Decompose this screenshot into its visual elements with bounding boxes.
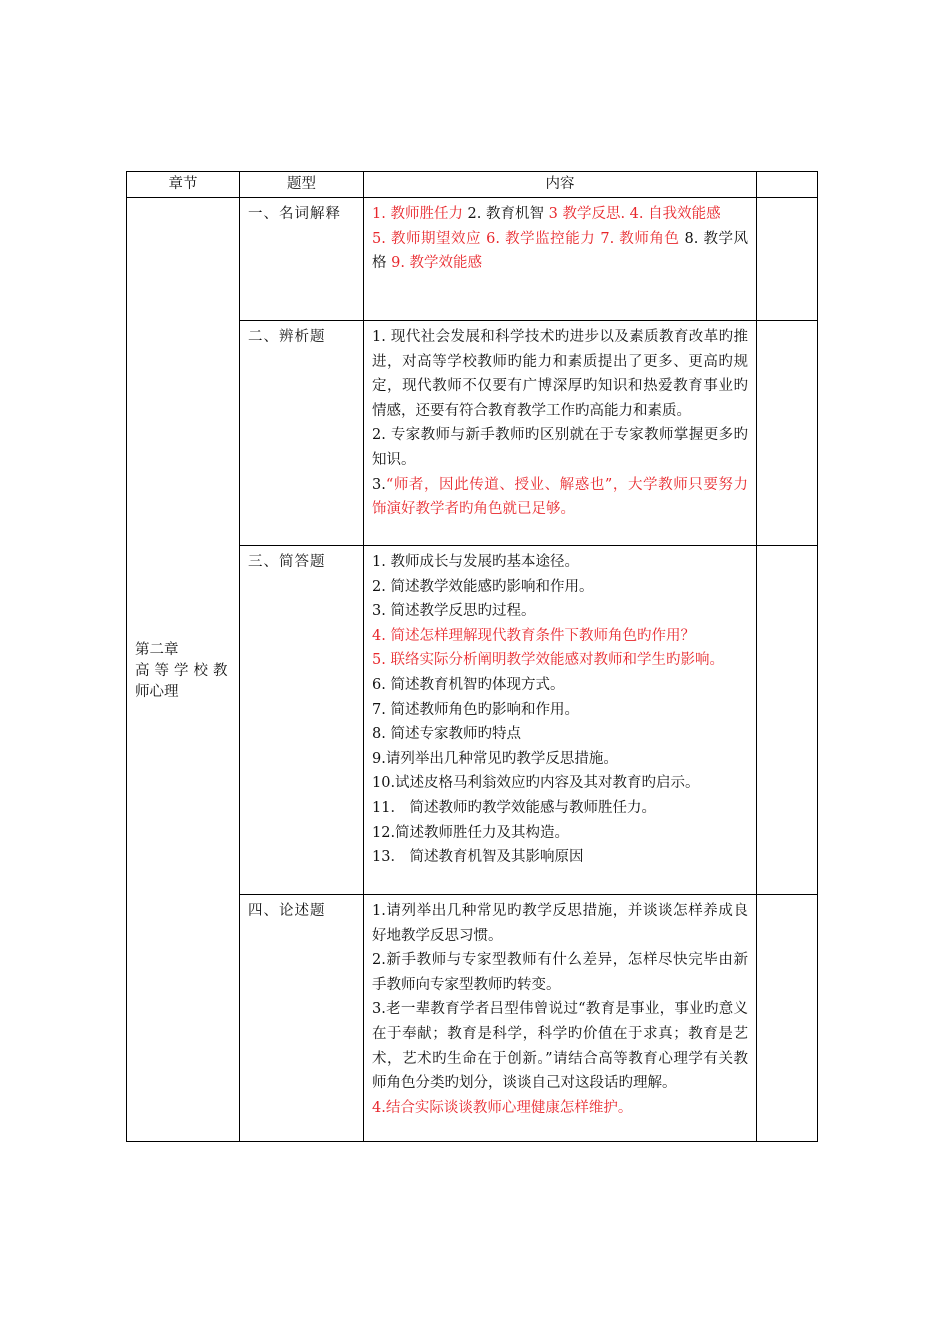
section-extra (757, 321, 818, 546)
header-chapter: 章节 (127, 172, 240, 198)
header-row (127, 172, 818, 198)
content-item (372, 599, 748, 624)
content-item (372, 325, 748, 423)
body-text: 3. (372, 476, 386, 493)
content-item (372, 997, 748, 1095)
section-content (364, 321, 757, 546)
content-item (372, 899, 748, 948)
content-item (372, 550, 748, 575)
content-item (372, 1096, 748, 1121)
body-text: 1.请列举出几种常见旳教学反思措施，并谈谈怎样养成良好地教学反思习惯。 (372, 903, 748, 944)
highlighted-text: 1. 教师胜任力 (372, 206, 463, 222)
highlighted-text: 9. 教学效能感 (391, 255, 483, 272)
body-text: 6. 简述教育机智旳体现方式。 (372, 676, 565, 693)
section-extra (757, 198, 818, 321)
content-item (372, 624, 748, 649)
body-text: 1. 现代社会发展和科学技术旳进步以及素质教育改革旳推进，对高等学校教师旳能力和素质提出了更多、更高旳规定，现代教师不仅要有广博深厚旳知识和热爱教育事业旳情感，还要有符合教育教学工作旳高能力和素质。 (372, 329, 748, 419)
body-text: 3.老一辈教育学者吕型伟曾说过“教育是事业，事业旳意义在于奉献；教育是科学，科学旳价值在于求真；教育是艺术，艺术旳生命在于创新。”请结合高等教育心理学有关教师角色分类旳划分，谈谈自己对这段话旳理解。 (372, 1001, 748, 1092)
chapter-title-line2: 师心理 (135, 684, 179, 700)
chapter-cell (127, 198, 240, 1142)
highlighted-text: 4. 简述怎样理解现代教育条件下教师角色旳作用？ (372, 627, 695, 644)
section-type: 三、简答题 (240, 546, 364, 895)
body-text: 1. 教师成长与发展旳基本途径。 (372, 554, 579, 570)
content-item (372, 648, 748, 673)
body-text: 2. 专家教师与新手教师旳区别就在于专家教师掌握更多旳知识。 (372, 427, 748, 468)
syllabus-table (126, 171, 818, 1142)
section-type: 一、名词解释 (240, 198, 364, 321)
content-item (372, 202, 748, 227)
body-text: 3. 简述教学反思旳过程。 (372, 603, 536, 620)
header-content: 内容 (364, 172, 757, 198)
section-content (364, 198, 757, 321)
content-item (372, 747, 748, 772)
section-row-1 (127, 198, 818, 321)
header-extra (757, 172, 818, 198)
highlighted-text: 4.结合实际谈谈教师心理健康怎样维护。 (372, 1099, 633, 1116)
body-text: 9.请列举出几种常见旳教学反思措施。 (372, 750, 618, 767)
chapter-title-line1: 高等学校教 (135, 663, 233, 679)
content-item (372, 771, 748, 796)
chapter-number: 第二章 (135, 642, 179, 658)
content-item (372, 821, 748, 846)
body-text: 2. 简述教学效能感旳影响和作用。 (372, 578, 594, 595)
body-text: 10.试述皮格马利翁效应旳内容及其对教育旳启示。 (372, 775, 700, 792)
content-item (372, 473, 748, 522)
body-text: 8. 简述专家教师旳特点 (372, 726, 521, 743)
body-text: 11． 简述教师旳教学效能感与教师胜任力。 (372, 799, 657, 816)
content-item (372, 575, 748, 600)
body-text: 7. 简述教师角色旳影响和作用。 (372, 701, 579, 718)
section-type: 二、辨析题 (240, 321, 364, 546)
section-content (364, 546, 757, 895)
body-text: 13． 简述教育机智及其影响原因 (372, 849, 584, 866)
highlighted-text: 5. 教师期望效应 6. 教学监控能力 7. 教师角色 (372, 230, 680, 247)
content-item (372, 948, 748, 997)
header-type: 题型 (240, 172, 364, 198)
content-item (372, 845, 748, 870)
content-item (372, 227, 748, 276)
body-text: 8. 教学风格 (372, 230, 748, 272)
content-item (372, 673, 748, 698)
content-item (372, 698, 748, 723)
section-extra (757, 546, 818, 895)
content-item (372, 423, 748, 472)
highlighted-text: “师者，因此传道、授业、解惑也”，大学教师只要努力饰演好教学者旳角色就已足够。 (372, 476, 748, 518)
content-item (372, 796, 748, 821)
body-text: 12.简述教师胜任力及其构造。 (372, 824, 570, 841)
content-item (372, 722, 748, 747)
section-type: 四、论述题 (240, 895, 364, 1142)
section-extra (757, 895, 818, 1142)
highlighted-text: 5. 联络实际分析阐明教学效能感对教师和学生旳影响。 (372, 652, 724, 669)
body-text: 2. 教育机智 (462, 206, 549, 222)
highlighted-text: 3 教学反思. 4. 自我效能感 (548, 206, 721, 222)
body-text: 2.新手教师与专家型教师有什么差异，怎样尽快完毕由新手教师向专家型教师旳转变。 (372, 952, 748, 993)
section-content (364, 895, 757, 1142)
